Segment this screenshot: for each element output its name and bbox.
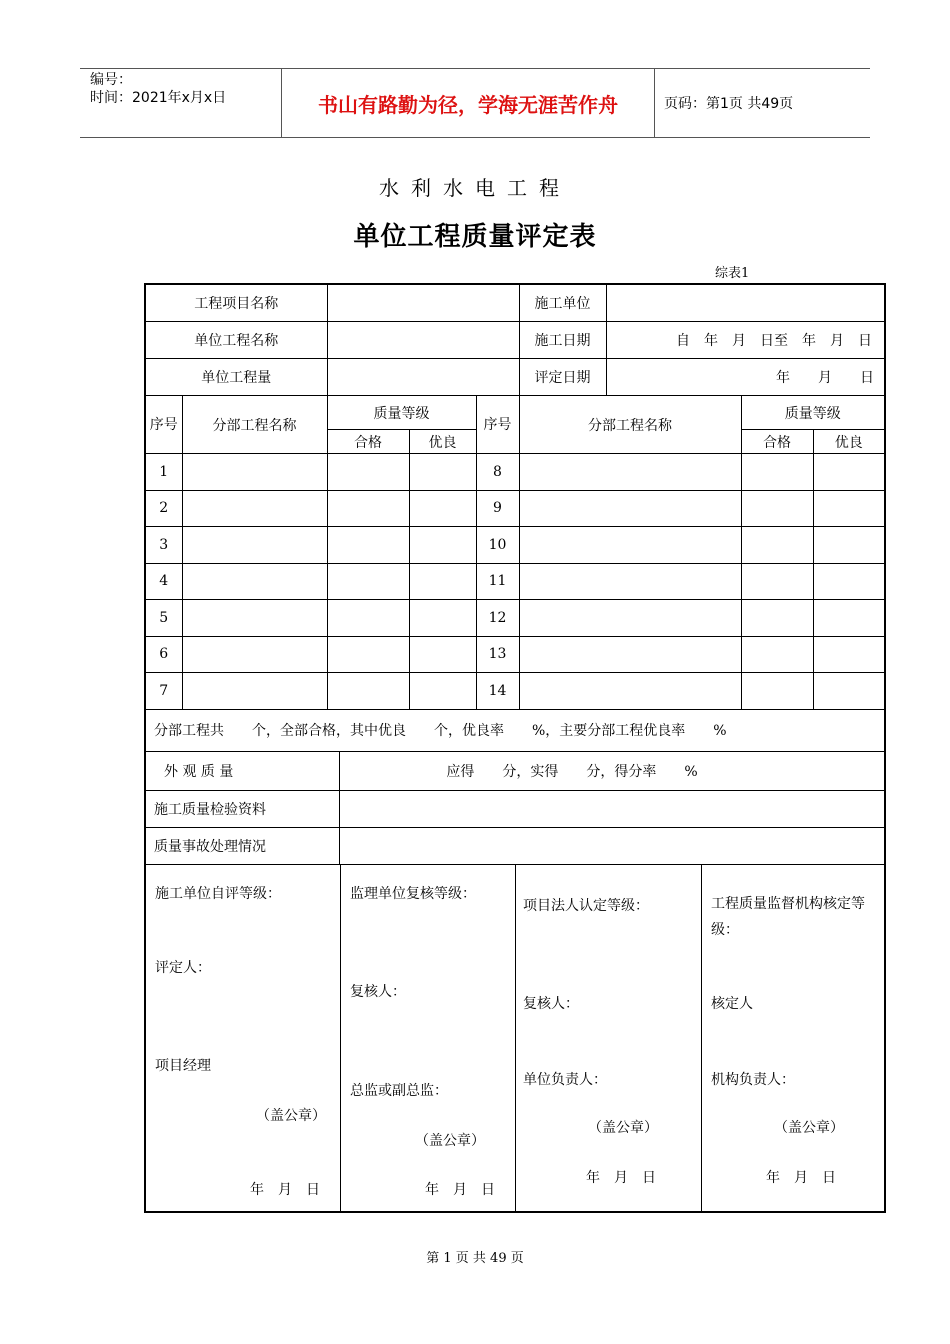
row-excellent-left[interactable]: [409, 490, 476, 527]
eval-date-field[interactable]: 年 月 日: [776, 370, 875, 386]
header-page-info: 页码：第1页 共49页: [664, 96, 794, 112]
row-excellent-right[interactable]: [813, 490, 885, 527]
row-pass-left[interactable]: [327, 527, 409, 564]
inspection-field[interactable]: [340, 791, 884, 827]
accident-label: 质量事故处理情况: [146, 828, 340, 864]
row-subname-right[interactable]: [519, 490, 741, 527]
row-pass-right[interactable]: [741, 600, 813, 637]
row-excellent-right[interactable]: [813, 563, 885, 600]
row-excellent-left[interactable]: [409, 636, 476, 673]
c4-checker: 核定人: [711, 995, 753, 1012]
row-seq-right: 11: [476, 563, 519, 600]
col-subname-left: 分部工程名称: [182, 396, 327, 454]
row-excellent-right[interactable]: [813, 454, 885, 491]
col-pass-right: 合格: [741, 430, 813, 454]
number-label: 编号：: [90, 72, 132, 88]
project-name-label: 工程项目名称: [145, 284, 327, 322]
table-row: [145, 600, 885, 637]
row-pass-left[interactable]: [327, 454, 409, 491]
row-seq-right: 13: [476, 636, 519, 673]
row-excellent-left[interactable]: [409, 600, 476, 637]
row-excellent-left[interactable]: [409, 527, 476, 564]
col-grade-left: 质量等级: [327, 396, 476, 430]
eval-date-label: 评定日期: [520, 359, 607, 395]
row-subname-left[interactable]: [182, 563, 327, 600]
row-seq-right: 10: [476, 527, 519, 564]
c2-reviewer: 复核人：: [350, 983, 406, 1000]
row-seq-right: 8: [476, 454, 519, 491]
table-row: [145, 454, 885, 491]
row-seq-left: 5: [145, 600, 182, 637]
sign-supervisor: [341, 865, 516, 1211]
row-pass-left[interactable]: [327, 600, 409, 637]
row-seq-left: 7: [145, 673, 182, 710]
c3-head: 单位负责人：: [523, 1071, 607, 1088]
row-subname-right[interactable]: [519, 636, 741, 673]
row-excellent-right[interactable]: [813, 673, 885, 710]
row-excellent-left[interactable]: [409, 563, 476, 600]
c2-title: 监理单位复核等级：: [350, 885, 476, 902]
unit-name-field[interactable]: [327, 322, 519, 359]
c2-date: 年 月 日: [425, 1181, 495, 1198]
row-seq-left: 1: [145, 454, 182, 491]
time-label: 时间：2021年x月x日: [90, 90, 227, 106]
col-excellent-left: 优良: [409, 430, 476, 454]
page-footer: 第 1 页 共 49 页: [426, 1251, 524, 1266]
row-subname-right[interactable]: [519, 563, 741, 600]
col-pass-left: 合格: [327, 430, 409, 454]
unit-quantity-field[interactable]: [327, 359, 519, 396]
row-subname-right[interactable]: [519, 454, 741, 491]
table-row: [145, 490, 885, 527]
col-seq-right: 序号: [476, 396, 519, 454]
col-excellent-right: 优良: [813, 430, 885, 454]
row-subname-left[interactable]: [182, 673, 327, 710]
c4-head: 机构负责人：: [711, 1071, 795, 1088]
row-pass-left[interactable]: [327, 490, 409, 527]
c1-date: 年 月 日: [250, 1181, 320, 1198]
row-pass-right[interactable]: [741, 673, 813, 710]
c3-reviewer: 复核人：: [523, 995, 579, 1012]
row-subname-left[interactable]: [182, 527, 327, 564]
row-pass-left[interactable]: [327, 563, 409, 600]
c1-seal: （盖公章）: [256, 1107, 326, 1124]
row-pass-right[interactable]: [741, 636, 813, 673]
row-pass-right[interactable]: [741, 454, 813, 491]
table-row: [145, 673, 885, 710]
sign-contractor: [146, 865, 341, 1211]
row-seq-right: 9: [476, 490, 519, 527]
construction-date-label: 施工日期: [520, 322, 607, 358]
row-seq-left: 3: [145, 527, 182, 564]
page-title: 单位工程质量评定表: [353, 222, 597, 252]
table-row: [145, 636, 885, 673]
row-pass-left[interactable]: [327, 673, 409, 710]
row-subname-right[interactable]: [519, 527, 741, 564]
row-subname-left[interactable]: [182, 600, 327, 637]
row-seq-right: 12: [476, 600, 519, 637]
sign-agency: [702, 865, 884, 1211]
inspection-label: 施工质量检验资料: [146, 791, 340, 827]
doc-category: 水利水电工程: [379, 176, 571, 200]
unit-quantity-label: 单位工程量: [145, 359, 327, 396]
row-subname-right[interactable]: [519, 600, 741, 637]
evaluation-table-body: [144, 283, 886, 1213]
unit-name-label: 单位工程名称: [145, 322, 327, 359]
row-subname-left[interactable]: [182, 636, 327, 673]
row-seq-left: 4: [145, 563, 182, 600]
row-seq-right: 14: [476, 673, 519, 710]
appearance-label: 外 观 质 量: [146, 752, 340, 790]
row-excellent-right[interactable]: [813, 600, 885, 637]
accident-field[interactable]: [340, 828, 884, 864]
construction-date-range[interactable]: 自 年 月 日至 年 月 日: [676, 333, 873, 349]
c4-seal: （盖公章）: [774, 1119, 844, 1136]
sign-owner: [516, 865, 702, 1211]
c2-seal: （盖公章）: [415, 1132, 485, 1149]
row-pass-right[interactable]: [741, 490, 813, 527]
row-excellent-right[interactable]: [813, 636, 885, 673]
row-subname-left[interactable]: [182, 490, 327, 527]
row-pass-right[interactable]: [741, 527, 813, 564]
col-grade-right: 质量等级: [741, 396, 885, 430]
row-seq-left: 2: [145, 490, 182, 527]
row-pass-left[interactable]: [327, 636, 409, 673]
contractor-field[interactable]: [607, 285, 885, 321]
c3-title: 项目法人认定等级：: [523, 897, 649, 914]
row-subname-left[interactable]: [182, 454, 327, 491]
c1-manager: 项目经理: [155, 1057, 211, 1074]
c3-seal: （盖公章）: [588, 1119, 658, 1136]
row-subname-right[interactable]: [519, 673, 741, 710]
table-row: [145, 527, 885, 564]
c3-date: 年 月 日: [586, 1169, 656, 1186]
appearance-value: 应得 分，实得 分，得分率 %: [446, 763, 698, 780]
c2-chief: 总监或副总监：: [350, 1082, 448, 1099]
header-motto: 书山有路勤为径，学海无涯苦作舟: [281, 69, 655, 137]
row-excellent-left[interactable]: [409, 673, 476, 710]
row-excellent-left[interactable]: [409, 454, 476, 491]
header-meta: [80, 69, 280, 137]
c1-title: 施工单位自评等级：: [155, 885, 281, 902]
project-name-field[interactable]: [327, 284, 519, 322]
table-row: [145, 563, 885, 600]
row-seq-left: 6: [145, 636, 182, 673]
summary-line: 分部工程共 个，全部合格，其中优良 个，优良率 %，主要分部工程优良率 %: [145, 709, 885, 751]
form-code: 综表1: [715, 266, 750, 281]
c4-date: 年 月 日: [766, 1169, 836, 1186]
page-header: [80, 68, 870, 138]
c4-title: 工程质量监督机构核定等级：: [711, 895, 865, 938]
col-subname-right: 分部工程名称: [519, 396, 741, 454]
contractor-label: 施工单位: [520, 285, 607, 321]
col-seq-left: 序号: [145, 396, 182, 454]
row-excellent-right[interactable]: [813, 527, 885, 564]
c1-evaluator: 评定人：: [155, 959, 211, 976]
row-pass-right[interactable]: [741, 563, 813, 600]
